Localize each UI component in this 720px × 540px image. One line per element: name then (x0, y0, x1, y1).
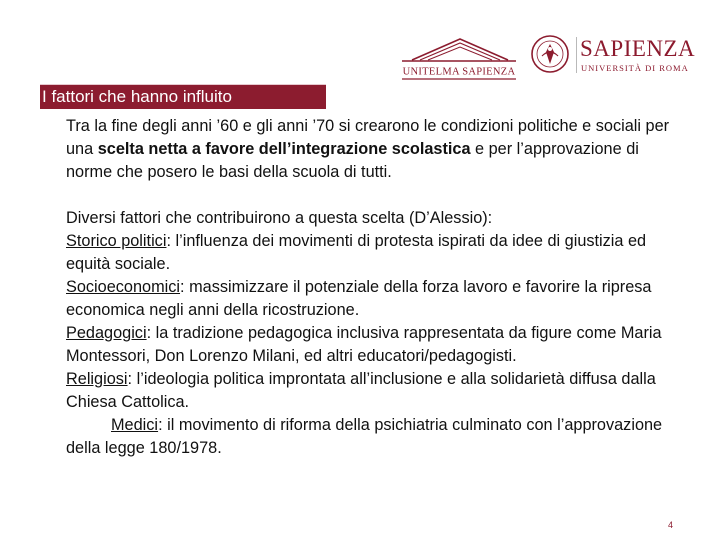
sapienza-name: SAPIENZA (580, 36, 696, 61)
factor-item (66, 368, 682, 414)
factor-term: Pedagogici (66, 324, 147, 342)
page-number: 4 (668, 520, 674, 530)
factor-term: Religiosi (66, 370, 128, 388)
logo-divider (576, 37, 577, 73)
factor-item (66, 276, 682, 322)
factor-item (66, 414, 682, 460)
header-bar (40, 84, 326, 109)
sapienza-subtitle: UNIVERSITÀ DI ROMA (581, 63, 689, 73)
factor-text: : l’influenza dei movimenti di protesta ispirati da idee di giustizia ed equità sociale. (66, 232, 647, 273)
intro-paragraph (66, 115, 682, 184)
unitelma-logo-text: UNITELMA SAPIENZA (402, 66, 516, 78)
slide-title: I fattori che hanno influito (42, 87, 232, 106)
factor-text: : il movimento di riforma della psichiatria culminato con l’approvazione della legge 180/1978. (66, 416, 663, 457)
factor-term: Medici (111, 416, 159, 434)
sapienza-seal-icon (530, 34, 570, 74)
factor-item (66, 322, 682, 368)
unitelma-sapienza-logo (398, 36, 520, 82)
sapienza-logo (530, 34, 700, 78)
factor-item (66, 230, 682, 276)
factors-lead: Diversi fattori che contribuirono a questa scelta (D’Alessio): (66, 209, 493, 227)
factor-text: : massimizzare il potenziale della forza lavoro e favorire la ripresa economica negli anni della ricostruzione. (66, 278, 652, 319)
factor-term: Storico politici (66, 232, 167, 250)
intro-text-1: Tra la fine degli anni ’60 e gli anni ’70 si crearono le condizioni politiche e sociali per una (66, 117, 670, 158)
intro-text-2: e per l’approvazione di norme che posero le basi della scuola di tutti. (66, 140, 639, 181)
factor-text: : l’ideologia politica improntata all’inclusione e alla solidarietà diffusa dalla Chiesa Cattolica. (66, 370, 656, 411)
intro-bold-text: scelta netta a favore dell’integrazione scolastica (97, 140, 471, 158)
slide-body (66, 115, 682, 460)
factor-text: : la tradizione pedagogica inclusiva rappresentata da figure come Maria Montessori, Don Lorenzo Milani, ed altri educatori/pedagogisti. (66, 324, 662, 365)
factor-term: Socioeconomici (66, 278, 181, 296)
